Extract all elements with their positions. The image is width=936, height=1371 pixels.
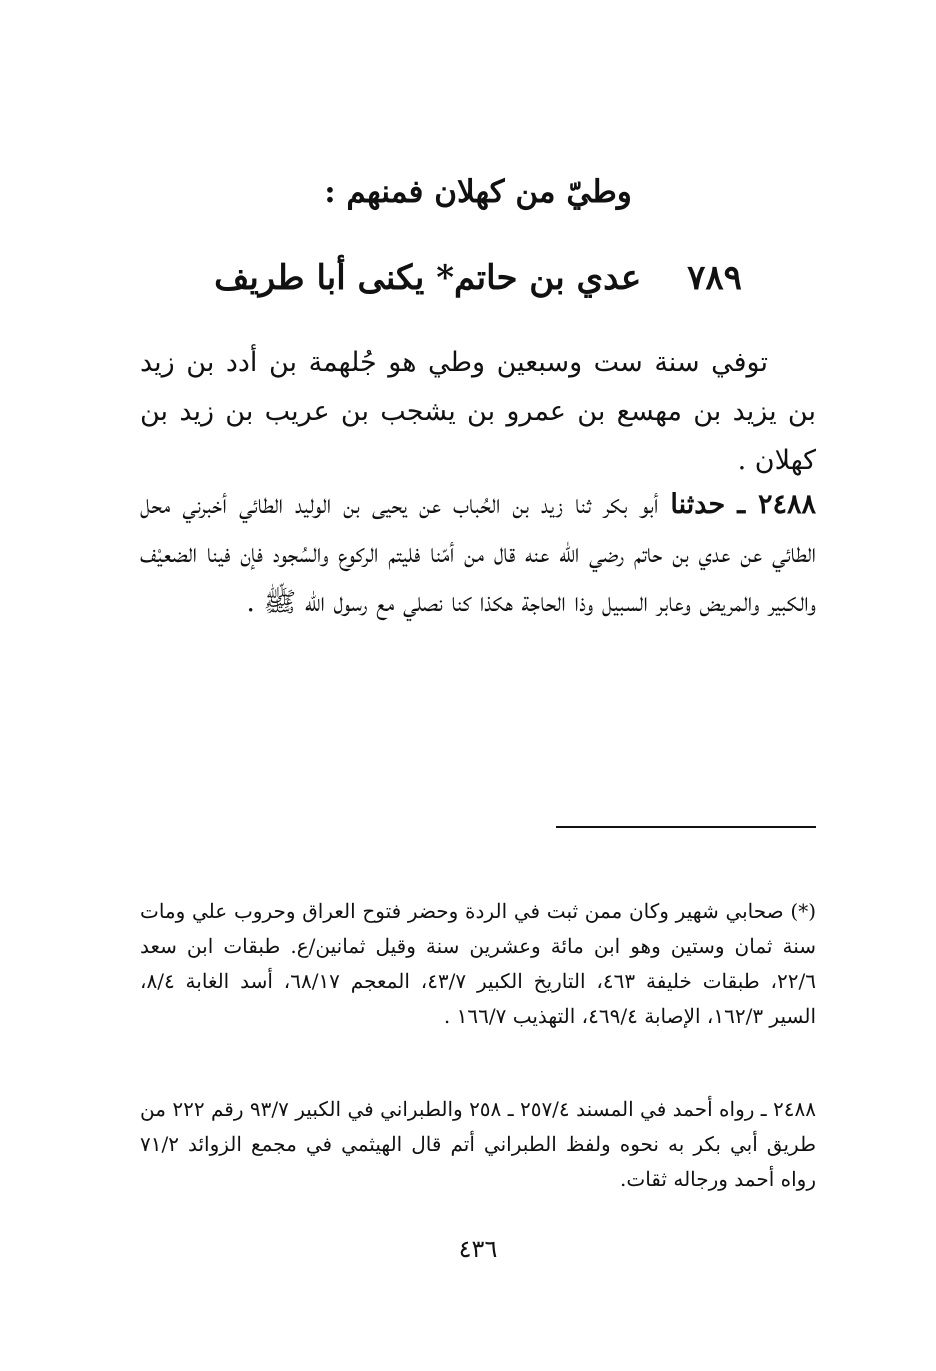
- hadith-text: أبو بكر ثنا زيد بن الحُباب عن يحيى بن الوليد الطائي أخبرني محل الطائي عن عدي بن حاتم رضي الله عنه قال من أمّنا فليتم الركوع والسُجود فإن فينا الضعيْف والكبير والمريض وعابر السبيل وذا الحاجة هكذا كنا نصلي مع رسول الله ﷺ .: [140, 489, 816, 618]
- biography-text: توفي سنة ست وسبعين وطي هو جُلهمة بن أدد بن زيد بن يزيد بن مهسع بن عمرو بن يشجب بن عريب بن زيد بن كهلان .: [140, 347, 816, 476]
- hadith-number: ٢٤٨٨ ـ: [737, 489, 816, 520]
- footnote-hadith: ٢٤٨٨ ـ رواه أحمد في المسند ٢٥٧/٤ ـ ٢٥٨ والطبراني في الكبير ٩٣/٧ رقم ٢٢٢ من طريق أبي بكر به نحوه ولفظ الطبراني أتم قال الهيثمي في مجمع الزوائد ٧١/٢ رواه أحمد ورجاله ثقات.: [140, 1097, 817, 1191]
- hadith-paragraph: [140, 480, 816, 627]
- footnote-biography: (*) صحابي شهير وكان ممن ثبت في الردة وحضر فتوح العراق وحروب علي ومات سنة ثمان وستين وهو ابن مائة وعشرين سنة وقيل ثمانين/ع. طبقات ابن سعد ٢٢/٦، طبقات خليفة ٤٦٣، التاريخ الكبير ٤٣/٧، المعجم ٦٨/١٧، أسد الغابة ٨/٤، السير ١٦٢/٣، الإصابة ٤٦٩/٤، التهذيب ١٦٦/٧ .: [140, 899, 816, 1028]
- biography-paragraph: [140, 338, 816, 485]
- entry-title: [140, 252, 816, 304]
- page-number: ٤٣٦: [458, 1235, 498, 1263]
- entry-name: عدي بن حاتم* يكنى أبا طريف: [214, 258, 642, 298]
- footnote-separator: [556, 826, 816, 828]
- section-heading: وطيّ من كهلان فمنهم :: [324, 174, 632, 210]
- hadith-lead-word: حدثنا: [670, 489, 726, 520]
- entry-number: ٧٨٩: [687, 258, 742, 298]
